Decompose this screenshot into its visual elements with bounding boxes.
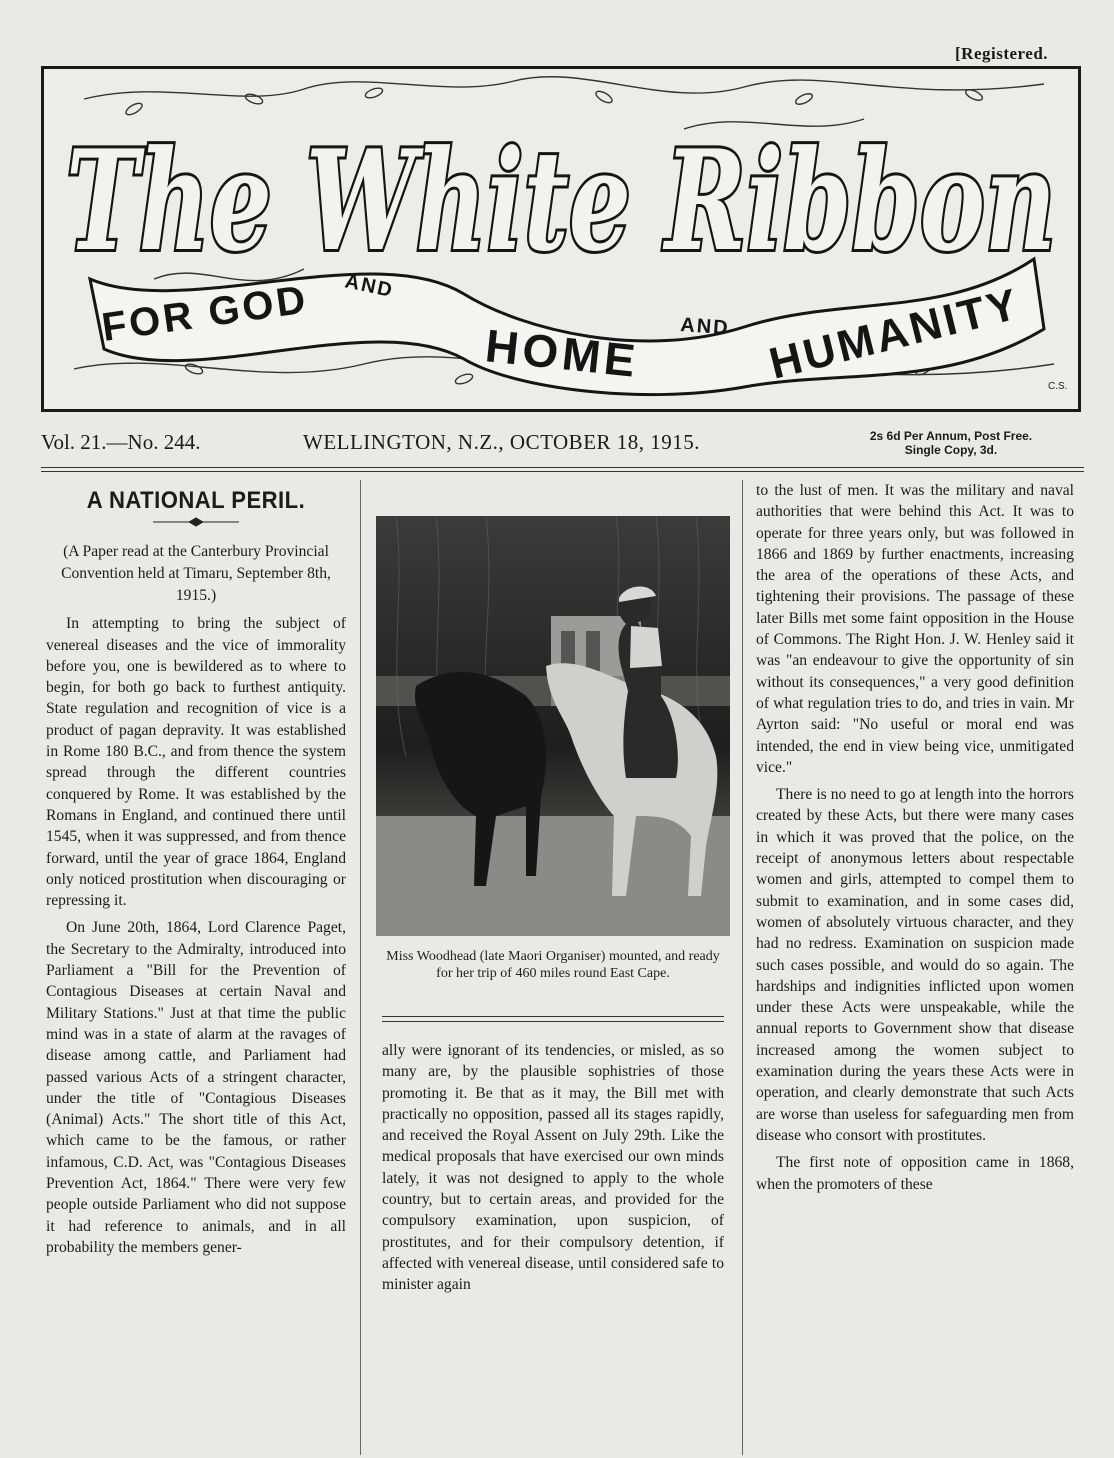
masthead — [41, 66, 1081, 412]
headline-flourish — [151, 517, 241, 527]
price-single: Single Copy, 3d. — [904, 443, 998, 457]
motto-humanity: HUMANITY — [764, 279, 1026, 389]
artist-initials: C.S. — [1048, 381, 1068, 392]
paragraph: On June 20th, 1864, Lord Clarence Paget, the Secretary to the Admiralty, introduced into Parliament a "Bill for the Prevention of Contagious Diseases at certain Naval and Military Stations." Just at that time the public mind was in a state of alarm at the ravages of disease among cattle, and Parliament had passed various Acts of a stringent character, under the title of "Contagious Diseases (Animal) Acts." The short title of this Act, which came to be the famous, or rather infamous, C.D. Act, was "Contagious Diseases Prevention Act, 1864." There were very few people outside Parliament who did not suppose it had reference to animals, and in all probability the members gener- — [46, 919, 346, 1256]
column-2 — [376, 480, 730, 1302]
paragraph: ally were ignorant of its tendencies, or misled, as so many are, by the plausible sophistries of those promoting it. Be that as it may, the Bill met with practically no opposition, passed all its stages rapidly, and received the Royal Assent on July 29th. Like the medical proposals that have exercised our own minds lately, it was not designed to apply to the whole country, but to certain areas, and provided for the compulsory examination, upon suspicion, of prostitutes, and for their compulsory detention, if affected with venereal disease, until considered safe to minister again — [382, 1042, 724, 1294]
caption-rule — [382, 1016, 724, 1022]
dateline — [41, 428, 1081, 464]
article-subhead: (A Paper read at the Canterbury Provincial Convention held at Timaru, September 8th, 1915.) — [61, 543, 331, 605]
paragraph: There is no need to go at length into the horrors created by these Acts, but there were many cases in which it was proved that the police, on the receipt of anonymous letters about respectable women and girls, attempted to compel them to submit to examination, and in some cases did, women of absolutely virtuous character, and they had no redress. Examination on suspicion made such cases possible, and would do so again. The hardships and indignities inflicted upon women under these Acts were unspeakable, while the annual reports to Government show that disease increased among the women subject to examination during the years these Acts were in operation, and clearly demonstrate that such Acts are worse than useless for safeguarding men from disease who consort with prostitutes. — [756, 786, 1074, 1144]
photo-caption: Miss Woodhead (late Maori Organiser) mounted, and ready for her trip of 460 miles round East Cape. — [386, 949, 720, 981]
place-date: WELLINGTON, N.Z., OCTOBER 18, 1915. — [303, 430, 701, 454]
column-1 — [46, 480, 346, 1264]
paragraph: The first note of opposition came in 1868, when the promoters of these — [756, 1154, 1074, 1193]
motto-and-1: AND — [342, 270, 396, 303]
headline: A NATIONAL PERIL. — [86, 487, 306, 514]
motto-for-god: FOR GOD — [99, 277, 311, 350]
motto-home: HOME — [482, 319, 642, 388]
motto-and-2: AND — [679, 314, 731, 340]
column-3 — [756, 480, 1074, 1201]
masthead-title: The White Ribbon — [66, 119, 1056, 282]
photo-woman-on-horse — [376, 516, 730, 936]
column-divider — [360, 480, 361, 1455]
masthead-art — [44, 69, 1078, 409]
paragraph: to the lust of men. It was the military and naval authorities that were behind this Act. It was to operate for three years only, but was followed in 1866 and 1869 by further enactments, increasing the area of the operations of these Acts, and tightening their provisions. The passage of these later Bills met some faint opposition in the House of Commons. The Right Hon. J. W. Henley said it was "an endeavour to give the opportunity of sin without its consequences," a very good definition of what regulation tries to do, and tries in vain. Mr Ayrton said: "No useful or moral end was intended, the end in view being vice, unmitigated vice." — [756, 482, 1074, 776]
price-info — [821, 429, 1081, 457]
registered-label: [Registered. — [955, 44, 1049, 63]
header-rule — [41, 467, 1084, 472]
column-divider — [742, 480, 743, 1455]
volume-number: Vol. 21.—No. 244. — [41, 430, 201, 454]
price-annum: 2s 6d Per Annum, Post Free. — [869, 429, 1033, 443]
paragraph: In attempting to bring the subject of venereal diseases and the vice of immorality before you, one is bewildered as to where to begin, for both go back to furthest antiquity. State regulation and recognition of vice is a product of pagan depravity. It was established in Rome 180 B.C., and from thence the system spread through the different countries conquered by Rome. It was established by the Romans in England, and continued there until 1545, when it was suppressed, and from thence forward, until the year of grace 1864, England only noticed prostitution when discouraging or repressing it. — [46, 615, 346, 910]
